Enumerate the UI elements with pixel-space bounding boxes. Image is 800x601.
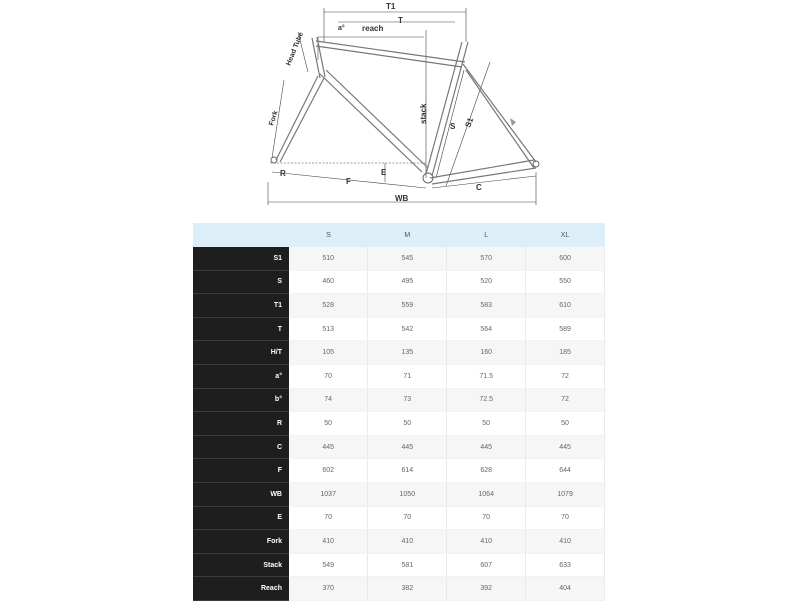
table-row	[193, 482, 605, 506]
table-cell: 160	[447, 341, 526, 365]
table-cell: 71.5	[447, 364, 526, 388]
a-angle-label: a°	[338, 25, 345, 32]
table-cell: 495	[368, 270, 447, 294]
table-cell: 445	[289, 435, 368, 459]
table-row	[193, 341, 605, 365]
table-row	[193, 270, 605, 294]
row-label: S	[193, 270, 289, 294]
geometry-table	[193, 223, 605, 601]
table-cell: 72	[526, 388, 605, 412]
table-cell: 633	[526, 553, 605, 577]
table-cell: 607	[447, 553, 526, 577]
table-cell: 581	[368, 553, 447, 577]
table-cell: 610	[526, 294, 605, 318]
table-cell: 445	[526, 435, 605, 459]
table-cell: 445	[368, 435, 447, 459]
table-cell: 70	[526, 506, 605, 530]
table-cell: 602	[289, 459, 368, 483]
column-header-s: S	[289, 223, 368, 247]
down-tube	[320, 74, 422, 172]
table-row	[193, 577, 605, 601]
row-label: WB	[193, 482, 289, 506]
bike-frame	[276, 37, 536, 184]
row-label: C	[193, 435, 289, 459]
table-cell: 72	[526, 364, 605, 388]
e-label: E	[381, 168, 387, 177]
table-cell: 410	[368, 530, 447, 554]
s-label: S	[450, 122, 456, 131]
row-label: F	[193, 459, 289, 483]
column-header-xl: XL	[526, 223, 605, 247]
row-label: Stack	[193, 553, 289, 577]
table-cell: 382	[368, 577, 447, 601]
seat-stay	[463, 64, 536, 162]
table-cell: 460	[289, 270, 368, 294]
table-cell: 628	[447, 459, 526, 483]
reach-label: reach	[362, 24, 384, 33]
column-header-l: L	[447, 223, 526, 247]
table-row	[193, 247, 605, 270]
table-cell: 564	[447, 317, 526, 341]
fork-blade	[276, 76, 318, 160]
table-cell: 583	[447, 294, 526, 318]
table-cell: 614	[368, 459, 447, 483]
chain-stay	[430, 160, 534, 178]
table-cell: 370	[289, 577, 368, 601]
stack-label: stack	[419, 103, 428, 124]
table-cell: 1079	[526, 482, 605, 506]
table-row	[193, 553, 605, 577]
table-cell: 570	[447, 247, 526, 270]
table-row	[193, 388, 605, 412]
table-row	[193, 364, 605, 388]
c-label: C	[476, 183, 482, 192]
table-cell: 70	[447, 506, 526, 530]
table-cell: 545	[368, 247, 447, 270]
table-cell: 559	[368, 294, 447, 318]
row-label: a°	[193, 364, 289, 388]
table-cell: 70	[289, 364, 368, 388]
head-tube-label: Head Tube	[285, 31, 306, 67]
brake-bridge	[510, 118, 516, 126]
r-label: R	[280, 169, 286, 178]
table-cell: 71	[368, 364, 447, 388]
table-cell: 74	[289, 388, 368, 412]
table-cell: 50	[526, 412, 605, 436]
table-cell: 644	[526, 459, 605, 483]
table-corner-cell	[193, 223, 289, 247]
table-cell: 73	[368, 388, 447, 412]
table-cell: 50	[289, 412, 368, 436]
table-cell: 600	[526, 247, 605, 270]
row-label: b°	[193, 388, 289, 412]
s1-label: S1	[463, 116, 476, 129]
table-cell: 513	[289, 317, 368, 341]
table-row	[193, 506, 605, 530]
table-cell: 410	[526, 530, 605, 554]
table-row	[193, 459, 605, 483]
table-header-row	[193, 223, 605, 247]
table-cell: 72.5	[447, 388, 526, 412]
row-label: Fork	[193, 530, 289, 554]
table-cell: 105	[289, 341, 368, 365]
table-cell: 135	[368, 341, 447, 365]
table-row	[193, 317, 605, 341]
table-cell: 392	[447, 577, 526, 601]
t-label: T	[398, 16, 403, 25]
table-cell: 410	[289, 530, 368, 554]
table-cell: 528	[289, 294, 368, 318]
table-cell: 520	[447, 270, 526, 294]
table-cell: 50	[447, 412, 526, 436]
table-cell: 1050	[368, 482, 447, 506]
row-label: Reach	[193, 577, 289, 601]
table-cell: 70	[368, 506, 447, 530]
table-cell: 50	[368, 412, 447, 436]
row-label: S1	[193, 247, 289, 270]
column-header-m: M	[368, 223, 447, 247]
table-cell: 1064	[447, 482, 526, 506]
table-cell: 542	[368, 317, 447, 341]
table-cell: 589	[526, 317, 605, 341]
row-label: T1	[193, 294, 289, 318]
table-cell: 70	[289, 506, 368, 530]
wb-label: WB	[395, 194, 409, 203]
t1-label: T1	[386, 2, 396, 11]
table-row	[193, 294, 605, 318]
table-cell: 550	[526, 270, 605, 294]
top-tube	[316, 41, 465, 62]
table-body	[193, 247, 605, 600]
row-label: T	[193, 317, 289, 341]
fork-label: Fork	[268, 110, 280, 127]
table-cell: 410	[447, 530, 526, 554]
table-row	[193, 435, 605, 459]
table-cell: 404	[526, 577, 605, 601]
table-cell: 549	[289, 553, 368, 577]
seat-tube	[426, 42, 462, 174]
table-row	[193, 530, 605, 554]
row-label: R	[193, 412, 289, 436]
table-row	[193, 412, 605, 436]
table-cell: 510	[289, 247, 368, 270]
row-label: E	[193, 506, 289, 530]
f-label: F	[346, 177, 351, 186]
table-cell: 1037	[289, 482, 368, 506]
table-cell: 445	[447, 435, 526, 459]
frame-geometry-diagram	[250, 0, 550, 210]
table-cell: 185	[526, 341, 605, 365]
row-label: H/T	[193, 341, 289, 365]
